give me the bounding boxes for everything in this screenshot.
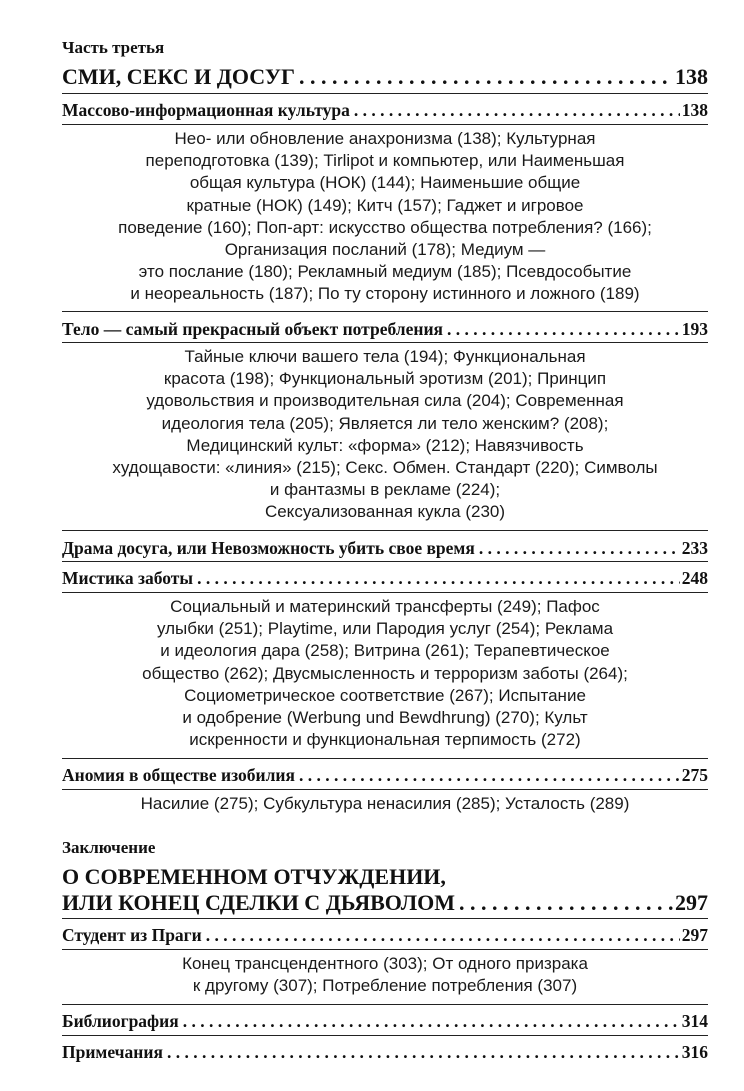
part-label: Часть третья [62,38,165,57]
divider [62,789,708,790]
toc-entry-conclusion-title[interactable] [62,890,708,916]
entry-page: 297 [681,925,708,945]
toc-entry-notes[interactable] [62,1041,708,1063]
toc-entry[interactable] [62,318,708,340]
toc-entry[interactable] [62,924,708,946]
subsection-line: кратные (НОК) (149); Китч (157); Гаджет и игровое [186,195,584,215]
leader-dots [206,924,680,946]
divider [62,1035,708,1036]
leader-dots [197,567,680,589]
divider [62,311,708,312]
entry-title: Драма досуга, или Невозможность убить свое время [62,538,475,558]
leader-dots [447,318,680,340]
divider [62,949,708,950]
leader-dots [299,764,680,786]
subsection-list [62,953,708,997]
entry-title: Мистика заботы [62,568,194,588]
subsection-list [62,128,708,306]
entry-page: 275 [681,765,708,785]
subsection-line: Сексуализованная кукла (230) [264,502,506,522]
entry-page: 297 [675,890,708,915]
subsection-line: удовольствия и производительная сила (204); Современная [146,391,624,411]
leader-dots [354,99,680,121]
subsection-line: поведение (160); Поп-арт: искусство общества потребления? (166); [118,217,652,237]
subsection-line: Социометрическое соответствие (267); Испытание [184,685,586,705]
entry-title: Тело — самый прекрасный объект потребления [62,319,444,339]
conclusion-title-line1: О СОВРЕМЕННОМ ОТЧУЖДЕНИИ, [62,864,446,889]
leader-dots [479,537,680,559]
toc-entry-bibliography[interactable] [62,1010,708,1032]
subsection-line: Конец трансцендентного (303); От одного призрака [182,954,588,973]
divider [62,342,708,343]
entry-title: СМИ, СЕКС И ДОСУГ [62,64,295,89]
entry-title: Студент из Праги [62,925,202,945]
subsection-line: искренности и функциональная терпимость (272) [189,730,581,750]
divider [62,918,708,919]
divider [62,758,708,759]
subsection-line: общество (262); Двусмысленность и терроризм заботы (264); [142,663,628,683]
entry-title: Массово-информационная культура [62,100,350,120]
subsection-line: Тайные ключи вашего тела (194); Функциональная [184,347,586,366]
leader-dots [299,64,673,90]
subsection-line: Организация посланий (178); Медиум — [224,240,546,260]
subsection-line: и одобрение (Werbung und Bewdhrung) (270); Культ [182,708,588,728]
subsection-line: Нео- или обновление анахронизма (138); Культурная [174,129,596,148]
subsection-line: это послание (180); Рекламный медиум (185); Псевдособытие [138,262,632,282]
leader-dots [459,890,673,916]
divider [62,124,708,125]
toc-entry-part-title[interactable] [62,64,708,90]
subsection-list [62,793,708,815]
divider [62,561,708,562]
subsection-line: худощавости: «линия» (215); Секс. Обмен. Стандарт (220); Символы [112,458,658,478]
leader-dots [167,1041,680,1063]
conclusion-label: Заключение [62,838,156,857]
subsection-line: переподготовка (139); Tirlipot и компьютер, или Наименьшая [145,151,625,171]
divider [62,1004,708,1005]
entry-title: Примечания [62,1042,163,1062]
entry-title: ИЛИ КОНЕЦ СДЕЛКИ С ДЬЯВОЛОМ [62,890,456,915]
entry-page: 138 [675,64,708,89]
subsection-line: общая культура (НОК) (144); Наименьшие общие [189,173,581,193]
subsection-line: Медицинский культ: «форма» (212); Навязчивость [186,435,584,455]
subsection-line: красота (198); Функциональный эротизм (201); Принцип [163,369,607,389]
toc-entry[interactable] [62,764,708,786]
entry-title: Аномия в обществе изобилия [62,765,295,785]
subsection-line: Насилие (275); Субкультура ненасилия (285); Усталость (289) [140,794,630,813]
subsection-line: к другому (307); Потребление потребления (307) [192,976,578,996]
subsection-line: идеология тела (205); Является ли тело женским? (208); [161,413,609,433]
subsection-list [62,346,708,524]
leader-dots [183,1010,680,1032]
subsection-line: и фантазмы в рекламе (224); [269,480,501,500]
subsection-line: Социальный и материнский трансферты (249); Пафос [170,597,600,616]
entry-page: 248 [681,568,708,588]
entry-page: 314 [681,1011,708,1031]
subsection-list [62,596,708,751]
subsection-line: и идеология дара (258); Витрина (261); Терапевтическое [160,641,610,661]
toc-entry[interactable] [62,99,708,121]
subsection-line: улыбки (251); Playtime, или Пародия услуг (254); Реклама [156,619,614,639]
divider [62,530,708,531]
entry-page: 138 [681,100,708,120]
entry-page: 193 [681,319,708,339]
divider [62,592,708,593]
divider [62,93,708,94]
entry-page: 316 [681,1042,708,1062]
subsection-line: и неореальность (187); По ту сторону истинного и ложного (189) [130,284,640,304]
toc-entry[interactable] [62,567,708,589]
entry-title: Библиография [62,1011,179,1031]
toc-entry[interactable] [62,537,708,559]
entry-page: 233 [681,538,708,558]
